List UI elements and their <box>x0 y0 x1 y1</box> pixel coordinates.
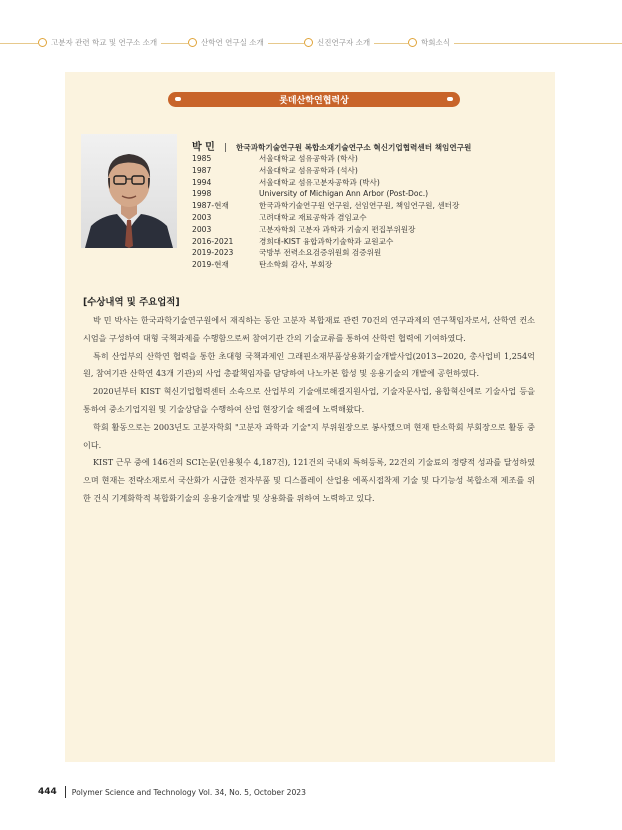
footer-divider <box>65 786 66 798</box>
career-desc: 서울대학교 섬유공학과 (학사) <box>259 154 358 163</box>
career-row <box>192 247 459 259</box>
career-year: 1987-현재 <box>192 201 229 211</box>
nav-label: 고분자 관련 학교 및 연구소 소개 <box>51 37 158 47</box>
career-year: 1985 <box>192 154 212 163</box>
career-desc: 고분자학회 고분자 과학과 기술지 편집부위원장 <box>259 224 416 234</box>
career-row <box>192 236 459 248</box>
journal-citation: Polymer Science and Technology Vol. 34, No. 5, October 2023 <box>71 787 306 797</box>
achievement-paragraph: 박 민 박사는 한국과학기술연구원에서 재직하는 동안 고분자 복합재료 관련 70건의 연구과제의 연구책임자로서, 산학연 컨소시엄을 구성하여 대형 국책과제를 수행함으로써 참여기관 간의 기술교류를 통하여 산학런 협력에 기여하였다. <box>83 315 535 343</box>
career-row <box>192 212 459 224</box>
career-row <box>192 200 459 212</box>
career-row <box>192 188 459 200</box>
achievement-paragraph: 특히 산업부의 산학연 협력을 통한 초대형 국책과제인 그래핀소재부품상용화기술개발사업(2013~2020, 총사업비 1,254억 원, 참여기관 산학연 43개 기관)의 사업 총괄책임자를 담당하여 나노카본 합성 및 응용기술의 개발에 공헌하였다. <box>83 350 535 379</box>
career-year: 1998 <box>192 189 212 199</box>
profile-affiliation: 한국과학기술연구원 복합소재기술연구소 혁신기업협력센터 책임연구원 <box>236 143 472 152</box>
profile-name: 박 민 <box>192 142 215 153</box>
nav-item-schools[interactable] <box>38 34 161 50</box>
award-header <box>168 92 460 107</box>
pill-dot-icon <box>447 97 453 101</box>
career-row <box>192 165 459 177</box>
nav-dot-icon <box>38 38 47 47</box>
career-desc: 서울대학교 섬유고분자공학과 (박사) <box>259 177 380 187</box>
name-separator: | <box>223 143 227 153</box>
career-row <box>192 259 459 271</box>
achievement-paragraph: 2020년부터 KIST 혁신기업협력센터 소속으로 산업부의 기술애로해결지원사업, 기술자문사업, 융합혁신에로 기술사업 등을 통하여 중소기업지원 및 기술상담을 수행하여 산업 현장기술 해결에 노력해왔다. <box>83 386 535 414</box>
career-desc: 경희대-KIST 융합과학기술학과 교원교수 <box>259 236 394 246</box>
portrait-illustration <box>81 134 177 248</box>
achievements-body <box>83 312 535 508</box>
nav-item-labs[interactable] <box>188 34 268 50</box>
career-year: 2003 <box>192 224 212 234</box>
pill-dot-icon <box>175 97 181 101</box>
nav-dot-icon <box>304 38 313 47</box>
career-desc: 한국과학기술연구원 연구원, 선임연구원, 책임연구원, 센터장 <box>259 201 460 211</box>
career-year: 2016-2021 <box>192 236 234 246</box>
achievements-title: [수상내역 및 주요업적] <box>83 297 180 308</box>
career-row <box>192 177 459 189</box>
career-row <box>192 224 459 236</box>
career-desc: 국방부 전력소요검증위원회 검증위원 <box>259 248 382 258</box>
nav-label: 산학연 연구실 소개 <box>201 37 264 47</box>
section-nav <box>0 34 622 50</box>
career-list <box>192 153 459 271</box>
career-desc: 고려대학교 재료공학과 겸임교수 <box>259 212 367 222</box>
award-title: 롯데산학연협력상 <box>279 96 349 106</box>
career-year: 2003 <box>192 212 212 222</box>
career-desc: 서울대학교 섬유공학과 (석사) <box>259 165 358 175</box>
career-year: 2019-현재 <box>192 260 229 270</box>
nav-item-news[interactable] <box>408 34 454 50</box>
nav-label: 신진연구자 소개 <box>317 37 371 47</box>
career-year: 1994 <box>192 177 212 187</box>
portrait-photo <box>81 134 177 248</box>
page-footer <box>38 785 306 799</box>
nav-dot-icon <box>188 38 197 47</box>
career-desc: University of Michigan Ann Arbor (Post-Doc.) <box>259 189 429 199</box>
career-row <box>192 153 459 165</box>
nav-dot-icon <box>408 38 417 47</box>
career-year: 2019-2023 <box>192 248 234 258</box>
page-number: 444 <box>38 787 57 797</box>
career-desc: 탄소학회 감사, 부회장 <box>259 260 333 270</box>
award-panel <box>65 72 555 762</box>
career-year: 1987 <box>192 165 212 175</box>
profile-heading <box>192 135 471 154</box>
achievement-paragraph: 학회 활동으로는 2003년도 고분자학회 "고분자 과학과 기술"지 부위원장으로 봉사했으며 현재 탄소학회 부회장으로 활동 중이다. <box>83 421 535 450</box>
achievement-paragraph: KIST 근무 중에 146건의 SCI논문(인용횟수 4,187건), 121건의 국내외 특허등록, 22건의 기술료의 정량적 성과를 달성하였으며 현재는 전략소재로서 국산화가 시급한 전자부품 및 디스플레이 산업용 에폭시접착제 기술 및 다기능성 복합소재 제조를 위한 건식 기계화학적 복합화기술의 응용기술개발 및 상용화를 위하여 노력하고 있다. <box>83 457 535 503</box>
nav-label: 학회소식 <box>421 37 450 47</box>
nav-item-researchers[interactable] <box>304 34 374 50</box>
